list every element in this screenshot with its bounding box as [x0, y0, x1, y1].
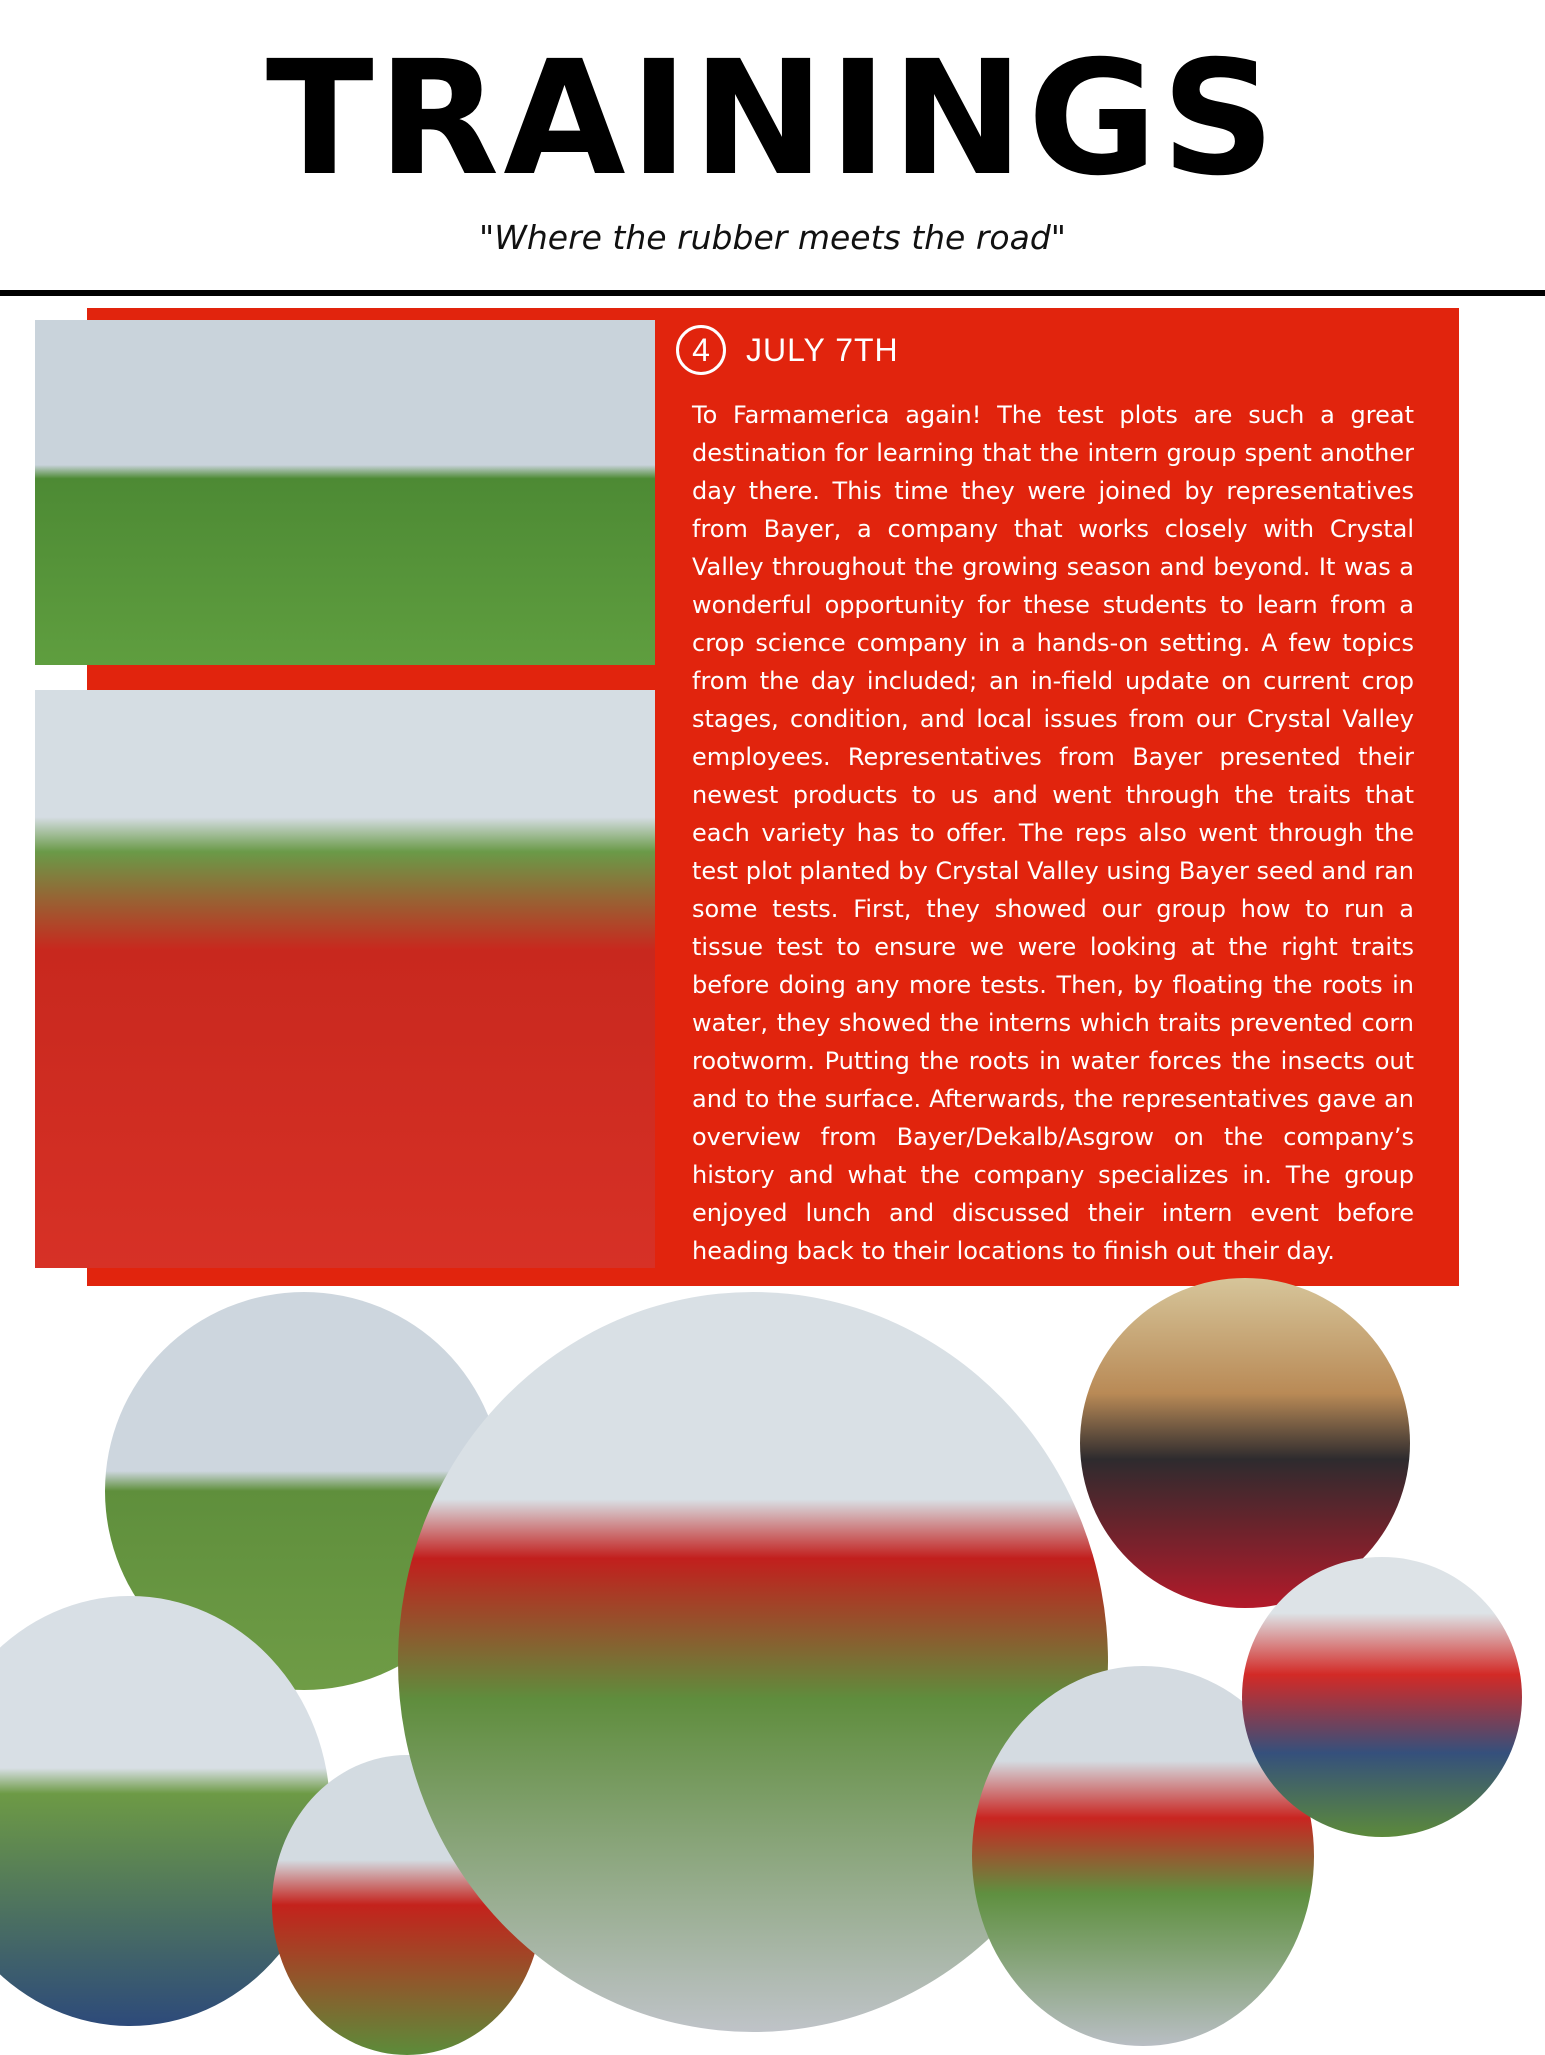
event-date-row [676, 322, 899, 378]
page-subtitle: "Where the rubber meets the road" [479, 218, 1066, 257]
circle-photo-group-at-table [1242, 1557, 1522, 1837]
header-divider [0, 290, 1545, 296]
photo-man-in-field [35, 320, 655, 665]
page-title: TRAININGS [265, 27, 1280, 211]
event-description: To Farmamerica again! The test plots are such a great destination for learning that the intern group spent another day there. This time they were joined by representatives from Bayer, a company that works closely with Crystal Valley throughout the growing season and beyond. It was a wonderful opportunity for these students to learn from a crop science company in a hands-on setting. A few topics from the day included; an in-field update on current crop stages, condition, and local issues from our Crystal Valley employees. Representatives from Bayer presented their newest products to us and went through the traits that each variety has to offer. The reps also went through the test plot planted by Crystal Valley using Bayer seed and ran some tests. First, they showed our group how to run a tissue test to ensure we were looking at the right traits before doing any more tests. Then, by floating the roots in water, they showed the interns which traits prevented corn rootworm. Putting the roots in water forces the insects out and to the surface. Afterwards, the representatives gave an overview from Bayer/Dekalb/Asgrow on the company’s history and what the company specializes in. The group enjoyed lunch and discussed their intern event before heading back to their locations to finish out their day. [692, 401, 1414, 1265]
event-date: JULY 7TH [746, 331, 899, 368]
event-number-badge: 4 [676, 325, 726, 375]
photo-root-test-demo [35, 690, 655, 1268]
